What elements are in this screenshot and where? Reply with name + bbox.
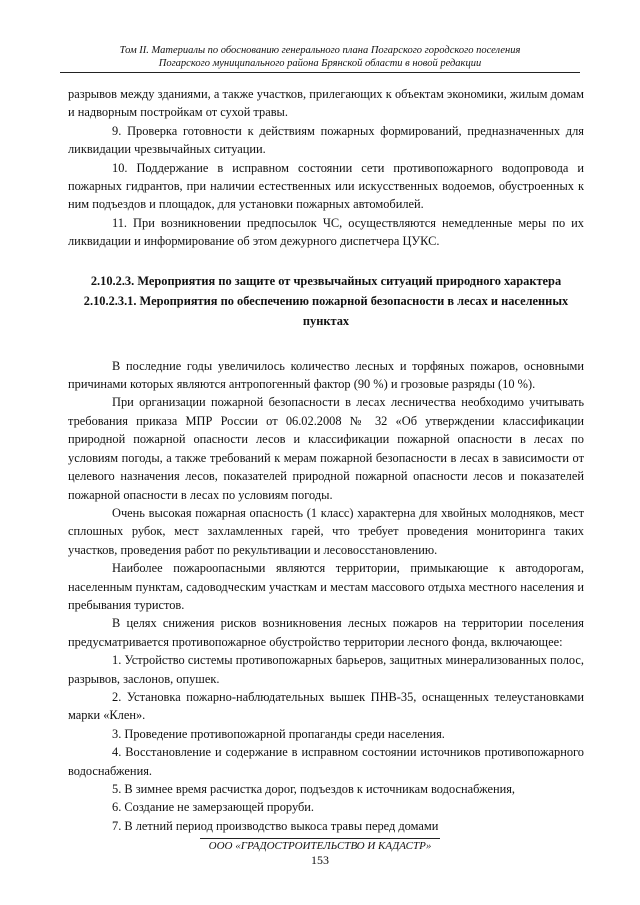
- section-heading: [68, 271, 584, 331]
- paragraph-item-11: 11. При возникновении предпосылок ЧС, осуществляются немедленные меры по их ликвидации и информирование об этом дежурного диспетчера ЦУКС.: [68, 215, 584, 249]
- list-item-6: 6. Создание не замерзающей проруби.: [112, 800, 315, 815]
- list-item-4: 4. Восстановление и содержание в исправном состоянии источников противопожарного водоснабжения.: [68, 745, 584, 778]
- paragraph-item-10: 10. Поддержание в исправном состоянии сети противопожарного водопровода и пожарных гидрантов, при наличии естественных или искусственных водоемов, обустроенных к ним подъездов и площадок, для установки пожарных автомобилей.: [68, 160, 584, 212]
- list-item-3: 3. Проведение противопожарной пропаганды среди населения.: [112, 726, 445, 741]
- page-content: [68, 85, 584, 835]
- paragraph-item-9: 9. Проверка готовности к действиям пожарных формирований, предназначенных для ликвидации чрезвычайных ситуации.: [68, 123, 584, 157]
- section-heading-2-10-2-3-1: 2.10.2.3.1. Мероприятия по обеспечению пожарной безопасности в лесах и населенных пунктах: [83, 293, 569, 328]
- section-heading-2-10-2-3: 2.10.2.3. Мероприятия по защите от чрезвычайных ситуаций природного характера: [90, 273, 562, 288]
- paragraph-continuation: разрывов между зданиями, а также участков, прилегающих к объектам экономики, жилым домам и надворным постройкам от сухой травы.: [68, 87, 584, 120]
- footer-divider: [200, 838, 440, 839]
- running-header: [60, 44, 580, 70]
- section-paragraph-5: В целях снижения рисков возникновения лесных пожаров на территории поселения предусматривается противопожарное обустройство территории лесного фонда, включающее:: [68, 616, 584, 649]
- section-paragraph-4: Наиболее пожароопасными являются территории, примыкающие к автодорогам, населенным пунктам, садоводческим участкам и местам массового отдыха местного населения и пребывания туристов.: [68, 561, 584, 612]
- header-divider: [60, 72, 580, 73]
- list-item-5: 5. В зимнее время расчистка дорог, подъездов к источникам водоснабжения,: [112, 782, 516, 796]
- list-item-2: 2. Установка пожарно-наблюдательных вышек ПНВ-35, оснащенных телеустановками марки «Клен».: [68, 689, 584, 723]
- section-paragraph-2: При организации пожарной безопасности в лесах лесничества необходимо учитывать требования приказа МПР России от 06.02.2008 № 32 «Об утверждении классификации природной пожарной опасности лесов и классификации пожарной опасности в лесах по условиям погоды, а также требований к мерам пожарной безопасности в лесах в зависимости от целевого назначения лесов, показателей природной пожарной опасности лесов и показателей пожарной опасности в лесах по условиям погоды.: [68, 395, 584, 502]
- list-item-7: 7. В летний период производство выкоса травы перед домами: [112, 818, 439, 833]
- page-number: 153: [311, 853, 329, 867]
- header-line-1: Том II. Материалы по обоснованию генерального плана Погарского городского поселения: [119, 45, 521, 56]
- section-paragraph-1: В последние годы увеличилось количество лесных и торфяных пожаров, основными причинами которых являются антропогенный фактор (90 %) и грозовые разряды (10 %).: [68, 358, 584, 392]
- list-item-1: 1. Устройство системы противопожарных барьеров, защитных минерализованных полос, разрывов, заслонов, опушек.: [68, 653, 584, 686]
- header-line-2: Погарского муниципального района Брянской области в новой редакции: [158, 58, 482, 69]
- section-paragraph-3: Очень высокая пожарная опасность (1 класс) характерна для хвойных молодняков, мест сплошных рубок, мест захламленных гарей, что требует проведения мониторинга таких участков, проведения работ по рекультивации и лесовосстановлению.: [68, 505, 584, 557]
- footer-organization: ООО «ГРАДОСТРОИТЕЛЬСТВО И КАДАСТР»: [208, 840, 432, 852]
